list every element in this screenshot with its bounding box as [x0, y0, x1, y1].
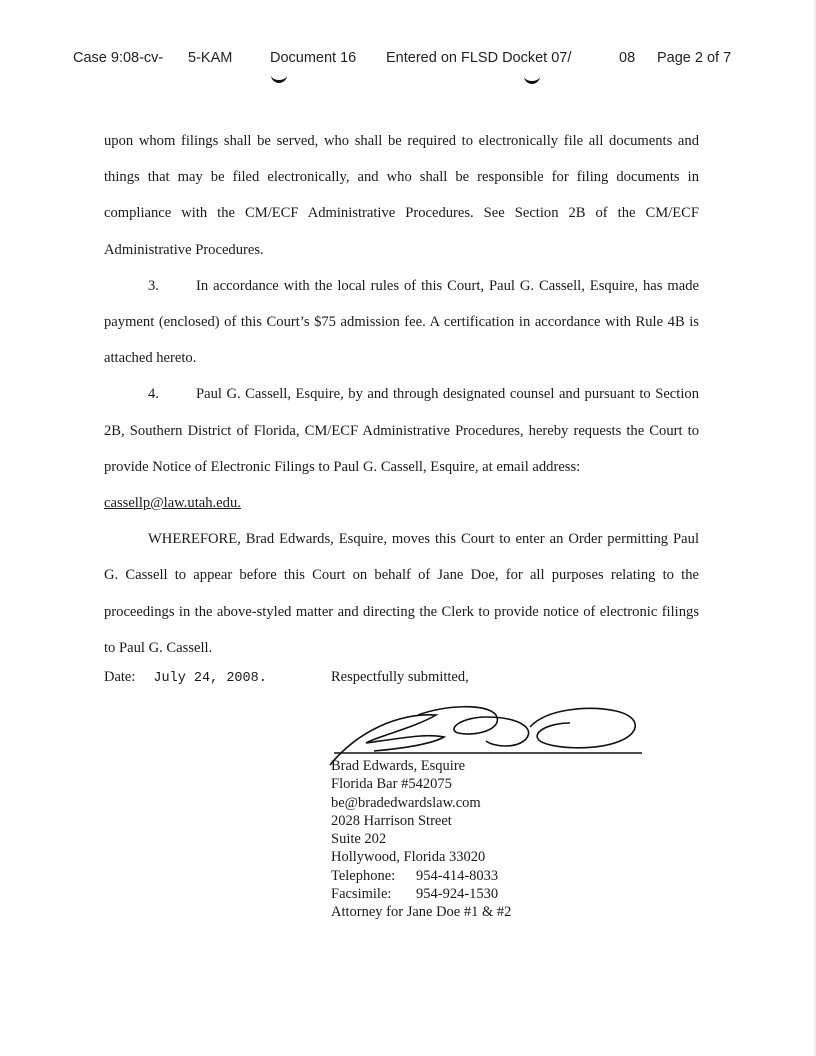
telephone-label: Telephone:	[331, 867, 396, 884]
attorney-for: Attorney for Jane Doe #1 & #2	[331, 904, 512, 921]
signer-facsimile	[331, 885, 511, 903]
docket-header	[0, 50, 816, 70]
signer-bar-number: Florida Bar #542075	[331, 776, 452, 793]
signature-block	[331, 757, 511, 922]
signer-street: 2028 Harrison Street	[331, 812, 452, 829]
signer-city: Hollywood, Florida 33020	[331, 849, 486, 866]
paragraph-3	[104, 268, 699, 377]
header-case-fragment: 5-KAM	[188, 50, 233, 66]
paragraph-4	[104, 376, 699, 521]
date-value: July 24, 2008.	[153, 671, 267, 686]
signer-email[interactable]: be@bradedwardslaw.com	[331, 794, 481, 811]
header-page-number: Page 2 of 7	[657, 50, 732, 66]
header-case-number: Case 9:08-cv-	[73, 50, 164, 66]
telephone-number: 954-414-8033	[416, 867, 499, 884]
date-label: Date:	[104, 669, 136, 685]
scan-mark-left	[271, 75, 287, 83]
signer-suite: Suite 202	[331, 831, 387, 848]
facsimile-label: Facsimile:	[331, 886, 392, 903]
header-year: 08	[619, 50, 636, 66]
header-document-number: Document 16	[270, 50, 357, 66]
facsimile-number: 954-924-1530	[416, 886, 499, 903]
signer-telephone	[331, 867, 511, 885]
respectfully-submitted: Respectfully submitted,	[331, 669, 469, 685]
paragraph-4-text: Paul G. Cassell, Esquire, by and through designated counsel and pursuant to Section 2B, Southern District of Florida, CM/ECF Administrative Procedures, hereby requests the Court to provide Notice of Electronic Filings to Paul G. Cassell, Esquire, at email address:	[104, 386, 699, 475]
scan-mark-right	[524, 76, 540, 84]
signer-name: Brad Edwards, Esquire	[331, 758, 466, 774]
paragraph-continuation: upon whom filings shall be served, who shall be required to electronically file all documents and things that may be filed electronically, and who shall be responsible for filing documents in compliance with the CM/ECF Administrative Procedures. See Section 2B of the CM/ECF Administrative Procedures.	[104, 133, 699, 258]
document-body	[104, 123, 699, 666]
paragraph-3-text: In accordance with the local rules of this Court, Paul G. Cassell, Esquire, has made payment (enclosed) of this Court’s $75 admission fee. A certification in accordance with Rule 4B is attached hereto.	[104, 277, 699, 367]
date-line	[104, 669, 267, 686]
email-link[interactable]: cassellp@law.utah.edu.	[104, 495, 241, 512]
paragraph-3-number: 3.	[148, 277, 159, 294]
wherefore-paragraph: WHEREFORE, Brad Edwards, Esquire, moves this Court to enter an Order permitting Paul G. Cassell to appear before this Court on behalf of Jane Doe, for all purposes relating to the proceedings in the above-styled matter and directing the Clerk to provide notice of electronic filings to Paul G. Cassell.	[104, 531, 699, 656]
paragraph-4-number: 4.	[148, 386, 159, 403]
header-entered-on: Entered on FLSD Docket 07/	[386, 50, 572, 66]
